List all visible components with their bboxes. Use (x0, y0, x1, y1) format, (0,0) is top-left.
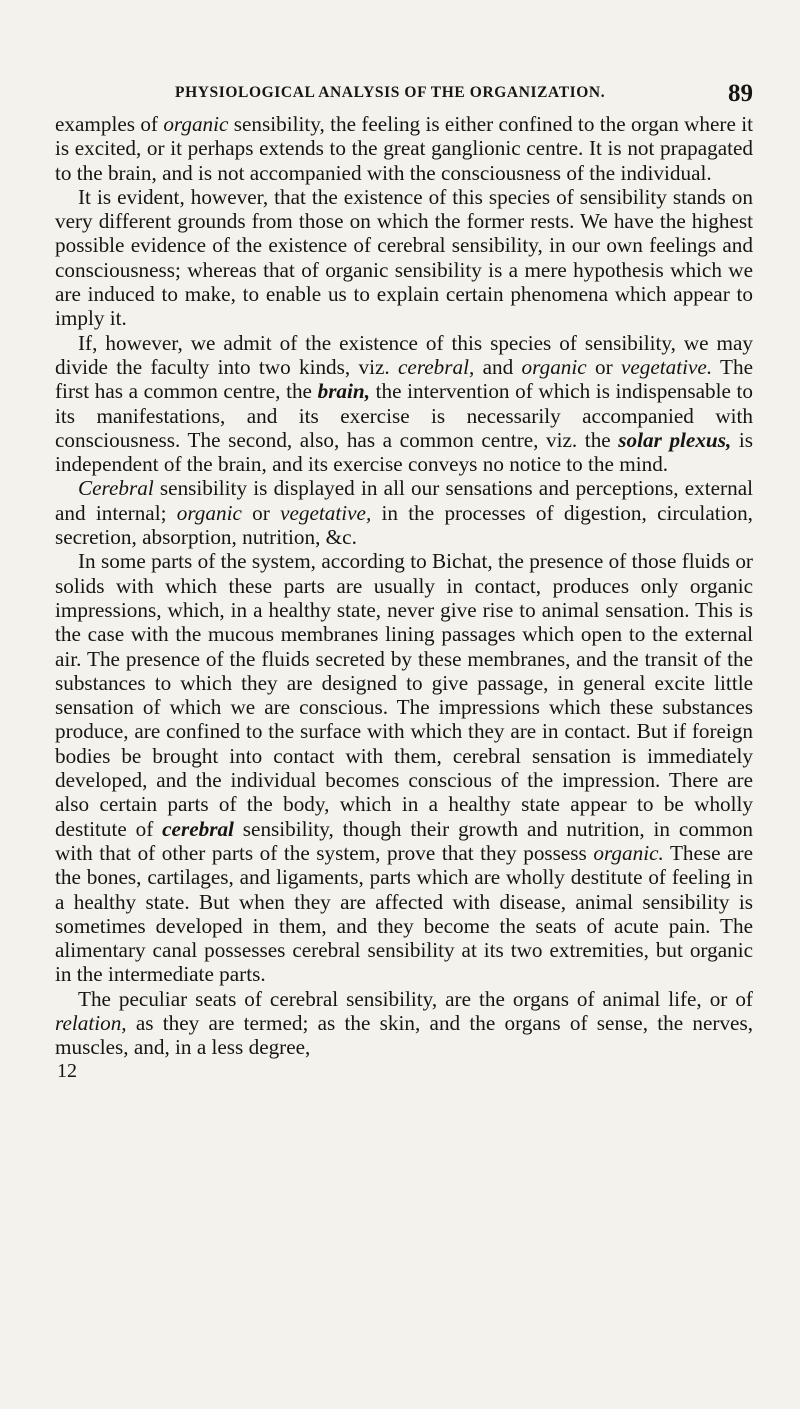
emphasized-term: organic. (593, 840, 664, 865)
text-run: or (241, 500, 281, 525)
text-run: These are the bones, cartilages, and ligaments, parts which are wholly destitute of feeling in a healthy state. But when they are affected with disease, animal sensibility is sometimes developed in them, and they become the seats of acute pain. The alimentary canal possesses cerebral sensibility at its two extremities, but organic in the intermediate parts. (55, 840, 753, 987)
body-text (55, 112, 753, 1060)
text-run: In some parts of the system, according to Bichat, the presence of those fluids or solids with which these parts are usually in contact, produces only organic impressions, which, in a healthy state, never give rise to animal sensation. This is the case with the mucous membranes lining passages which open to the external air. The presence of the fluids secreted by these membranes, and the transit of the substances to which they are designed to give passage, in general excite little sensation of which we are conscious. The impressions which these substances produce, are confined to the surface with which they are in contact. But if foreign bodies be brought into contact with them, cerebral sensation is immediately developed, and the individual becomes conscious of the impression. There are also certain parts of the body, which in a healthy state appear to be wholly destitute of (55, 549, 753, 841)
page-number: 89 (728, 80, 753, 107)
running-title: PHYSIOLOGICAL ANALYSIS OF THE ORGANIZATION. (175, 84, 606, 101)
text-run: If, however, we admit of the existence of this species of sensibility, we may divide the faculty into two kinds, viz. (55, 330, 753, 379)
paragraph (55, 185, 753, 331)
emphasized-term: Cerebral (78, 476, 154, 501)
signature-mark: 12 (57, 1059, 77, 1082)
emphasized-term: relation, (55, 1010, 127, 1035)
paragraph (55, 331, 753, 477)
emphasized-term: organic (176, 500, 242, 525)
text-run: It is evident, however, that the existence of this species of sensibility stands on very different grounds from those on which the former rests. We have the highest possible evidence of the existence of cerebral sensibility, in our own feelings and consciousness; whereas that of organic sensibility is a mere hypothesis which we are induced to make, to enable us to explain certain phenomena which appear to imply it. (55, 184, 753, 331)
paragraph (55, 549, 753, 986)
text-run: examples of (55, 112, 164, 136)
text-run: The first has a common centre, the (55, 354, 753, 404)
text-run: in the processes of digestion, circulation, secretion, absorption, nutrition, &c. (55, 500, 753, 550)
text-run: the intervention of which is indispensable to its manifestations, and its exercise is necessarily accompanied with consciousness. The second, also, has a common centre, viz. the (55, 379, 753, 452)
paragraph (55, 987, 753, 1060)
text-run: sensibility, though their growth and nutrition, in common with that of other parts of the system, prove that they possess (55, 816, 754, 865)
emphasized-term: organic (521, 354, 587, 379)
running-head (55, 74, 753, 112)
emphasized-term: solar plexus, (618, 427, 732, 452)
emphasized-term: vegetative. (620, 354, 713, 379)
emphasized-term: brain, (317, 379, 370, 404)
text-run: is independent of the brain, and its exercise conveys no notice to the mind. (55, 427, 753, 477)
emphasized-term: vegetative, (280, 500, 372, 525)
book-page (55, 74, 753, 1083)
paragraph (55, 112, 753, 185)
text-run: as they are termed; as the skin, and the organs of sense, the nerves, muscles, and, in a less degree, (55, 1010, 753, 1060)
text-run: and (474, 354, 522, 379)
emphasized-term: cerebral (162, 816, 234, 841)
text-run: or (586, 354, 621, 379)
emphasized-term: cerebral, (398, 354, 475, 379)
text-run: The peculiar seats of cerebral sensibility, are the organs of animal life, or of (78, 986, 753, 1011)
paragraph (55, 476, 753, 549)
text-run: sensibility is displayed in all our sensations and perceptions, external and internal; (55, 476, 753, 525)
text-run: sensibility, the feeling is either confined to the organ where it is excited, or it perhaps extends to the great ganglionic centre. It is not prapagated to the brain, and is not accompanied with the consciousness of the individual. (55, 112, 753, 185)
emphasized-term: organic (163, 112, 229, 136)
